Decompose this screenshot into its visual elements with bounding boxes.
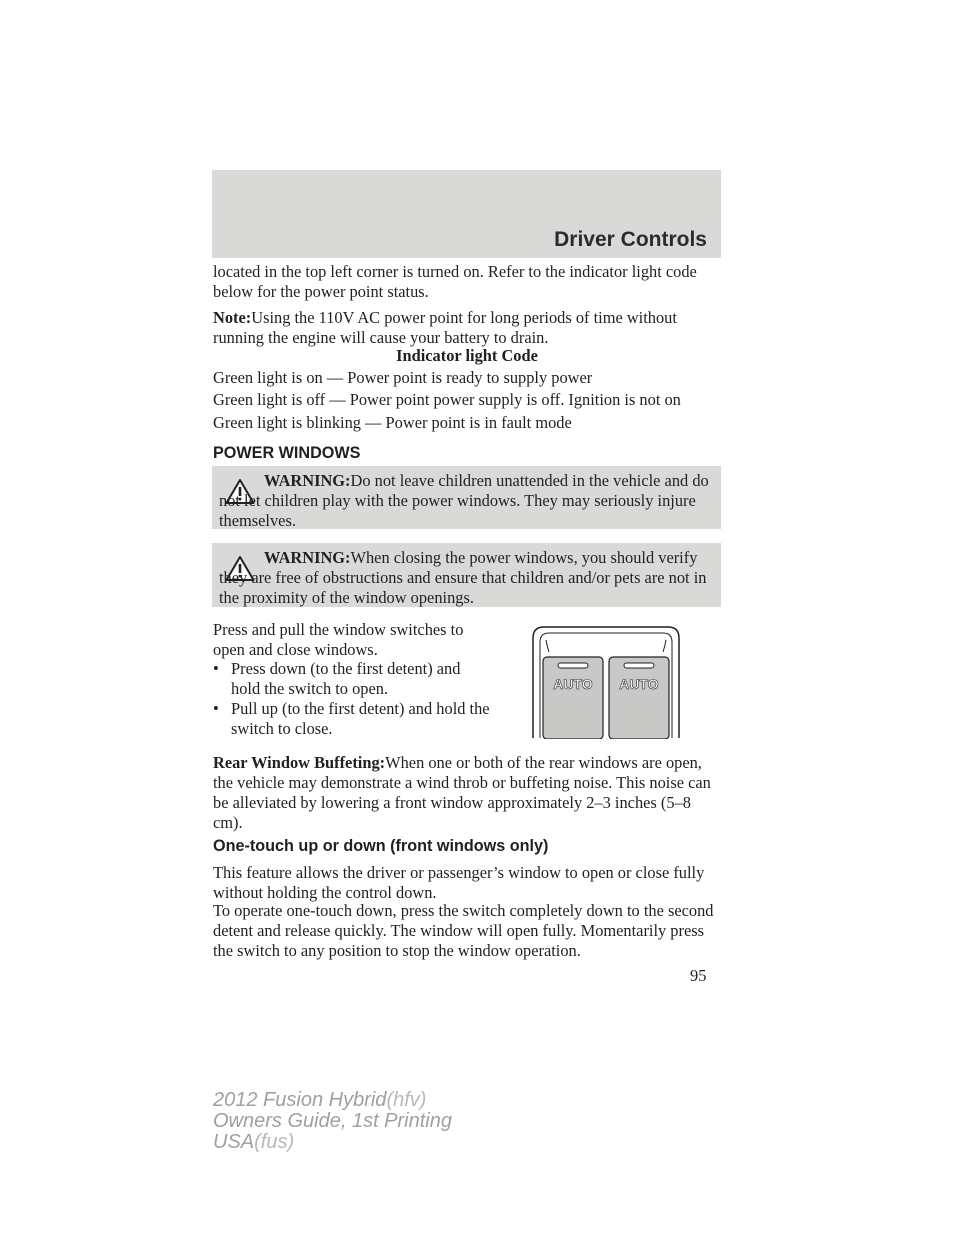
warning-body: When closing the power windows, you should verify they are free of obstructions and ensure that children and/or pets are not in the proximity of the window openings. bbox=[219, 548, 707, 607]
indicator-row: Green light is on — Power point is ready to supply power bbox=[213, 368, 593, 387]
page-number: 95 bbox=[690, 966, 707, 985]
press-pull-paragraph: Press and pull the window switches to open and close windows. bbox=[213, 620, 464, 659]
buffeting-paragraph bbox=[213, 753, 721, 833]
auto-label-right: AUTO bbox=[619, 676, 659, 692]
bullet-dot: • bbox=[213, 659, 219, 678]
indicator-title: Indicator light Code bbox=[396, 346, 538, 365]
warning-text bbox=[219, 548, 713, 608]
warning-body: Do not leave children unattended in the vehicle and do not let children play with the power windows. They may seriously injure themselves. bbox=[219, 471, 709, 530]
operate-paragraph: To operate one-touch down, press the switch completely down to the second detent and release quickly. The window will open fully. Momentarily press the switch to any position to stop the window operation. bbox=[213, 901, 714, 960]
header-band bbox=[212, 170, 721, 258]
indicator-row: Green light is off — Power point power supply is off. Ignition is not on bbox=[213, 390, 681, 409]
list-item-text: Press down (to the first detent) and hold the switch to open. bbox=[231, 659, 461, 698]
warning-box bbox=[212, 466, 721, 529]
warning-box bbox=[212, 543, 721, 607]
warning-text bbox=[219, 471, 713, 531]
warning-label: WARNING: bbox=[264, 548, 351, 567]
feature-paragraph: This feature allows the driver or passenger’s window to open or close fully without holding the control down. bbox=[213, 863, 705, 902]
note-label: Note: bbox=[213, 308, 252, 327]
subheading: One-touch up or down (front windows only) bbox=[213, 837, 549, 855]
buffeting-label: Rear Window Buffeting: bbox=[213, 753, 386, 772]
window-switch-left bbox=[543, 657, 603, 739]
bullet-dot: • bbox=[213, 699, 219, 718]
window-switch-illustration bbox=[530, 624, 682, 739]
warning-label: WARNING: bbox=[264, 471, 351, 490]
buffeting-text: When one or both of the rear windows are open, the vehicle may demonstrate a wind throb or buffeting noise. This noise can be alleviated by lowering a front window approximately 2–3 inches (5–8 cm). bbox=[213, 753, 711, 832]
footer-line: USA(fus) bbox=[213, 1131, 295, 1153]
footer bbox=[213, 1090, 452, 1153]
intro-paragraph: located in the top left corner is turned on. Refer to the indicator light code below for the power point status. bbox=[213, 262, 697, 301]
auto-label-left: AUTO bbox=[553, 676, 593, 692]
note-text: Using the 110V AC power point for long periods of time without running the engine will cause your battery to drain. bbox=[213, 308, 677, 347]
section-heading: POWER WINDOWS bbox=[213, 444, 361, 462]
page-title: Driver Controls bbox=[554, 228, 707, 251]
list-item-text: Pull up (to the first detent) and hold the switch to close. bbox=[231, 699, 490, 738]
window-switch-right bbox=[609, 657, 669, 739]
footer-line: 2012 Fusion Hybrid(hfv) bbox=[213, 1089, 427, 1111]
indicator-row: Green light is blinking — Power point is in fault mode bbox=[213, 413, 572, 432]
footer-line: Owners Guide, 1st Printing bbox=[213, 1110, 452, 1132]
note-paragraph bbox=[213, 308, 721, 348]
